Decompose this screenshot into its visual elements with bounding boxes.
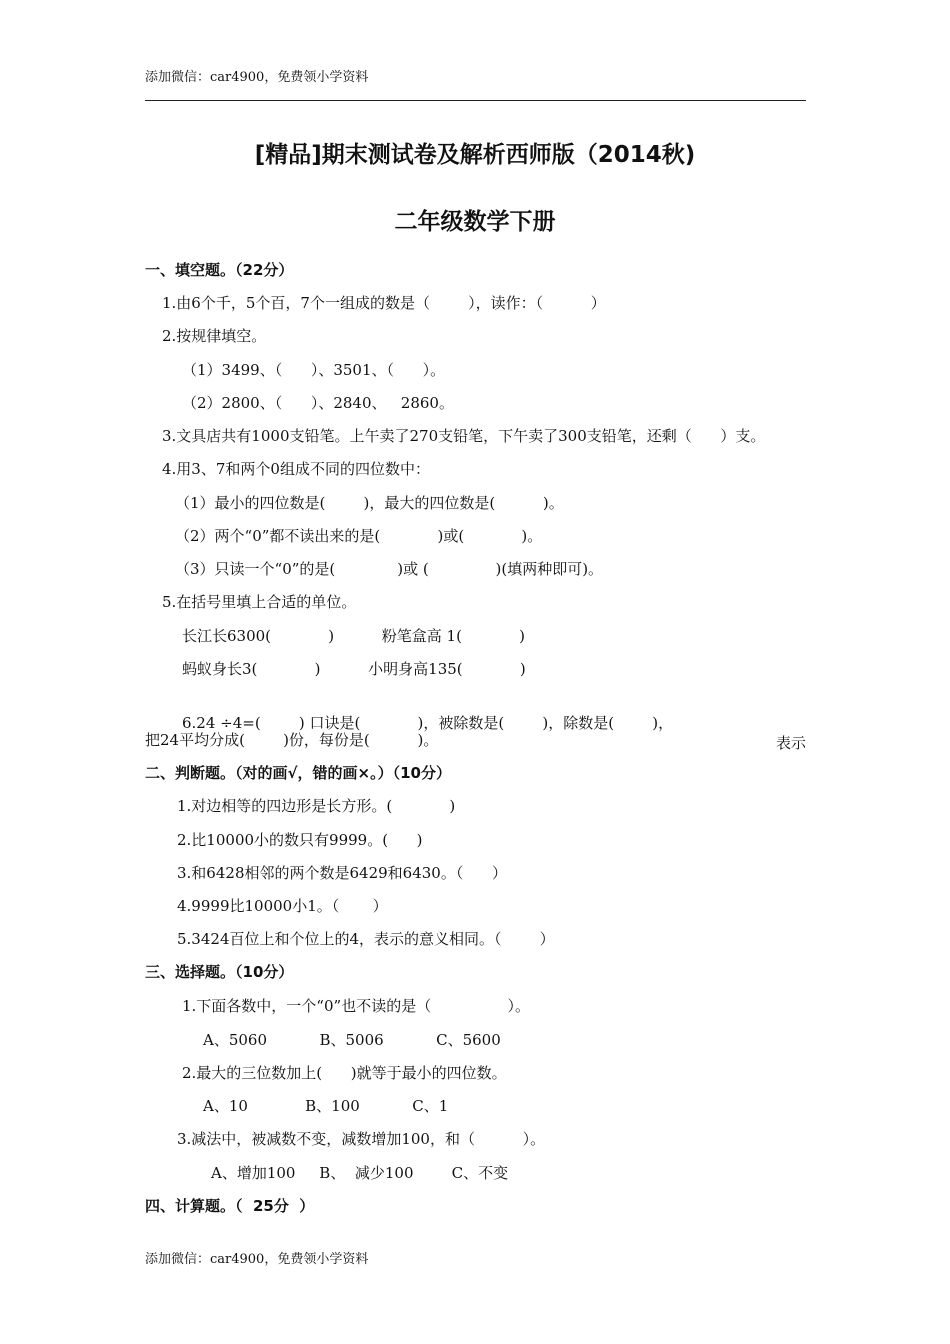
s1-question-3: 3.文具店共有1000支铅笔。上午卖了270支铅笔，下午卖了300支铅笔，还剩（ ）支。 bbox=[162, 427, 766, 445]
s2-question-1: 1.对边相等的四边形是长方形。( ) bbox=[177, 797, 456, 815]
document-subtitle: 二年级数学下册 bbox=[394, 209, 556, 235]
s1-question-2-part-1: （1）3499、（ ）、3501、（ ）。 bbox=[182, 361, 446, 379]
s1-question-2: 2.按规律填空。 bbox=[162, 327, 267, 345]
s3-question-3: 3.减法中，被减数不变，减数增加100，和（ ）。 bbox=[177, 1130, 546, 1148]
s2-question-4: 4.9999比10000小1。（ ） bbox=[177, 897, 388, 915]
s2-question-3: 3.和6428相邻的两个数是6429和6430。（ ） bbox=[177, 864, 507, 882]
header-rule bbox=[145, 100, 806, 101]
section-3-heading: 三、选择题。（10分） bbox=[145, 963, 294, 981]
s2-question-5: 5.3424百位上和个位上的4，表示的意义相同。（ ） bbox=[177, 930, 555, 948]
s1-question-6-text: 6.24 ÷4=( ) 口诀是( )，被除数是( )，除数是( )， bbox=[182, 714, 674, 732]
s3-question-1-options: A、5060 B、5006 C、5600 bbox=[203, 1031, 501, 1049]
s1-question-4: 4.用3、7和两个0组成不同的四位数中： bbox=[162, 460, 430, 478]
header-note: 添加微信：car4900，免费领小学资料 bbox=[145, 70, 369, 85]
s1-question-4-part-3: （3）只读一个“0”的是( )或 ( )(填两种即可)。 bbox=[175, 560, 604, 578]
s1-question-4-part-2: （2）两个“0”都不读出来的是( )或( )。 bbox=[175, 527, 543, 545]
section-4-heading: 四、计算题。（ 25分 ） bbox=[145, 1197, 315, 1215]
s2-question-2: 2.比10000小的数只有9999。( ) bbox=[177, 831, 423, 849]
s3-question-2-options: A、10 B、100 C、1 bbox=[203, 1097, 449, 1115]
section-2-heading: 二、判断题。（对的画√，错的画×。）（10分） bbox=[145, 764, 451, 782]
s1-question-5: 5.在括号里填上合适的单位。 bbox=[162, 593, 357, 611]
s3-question-3-options: A、增加100 B、 减少100 C、不变 bbox=[211, 1164, 509, 1182]
s1-question-6-end: 表示 bbox=[775, 734, 806, 752]
s1-question-6-continued: 把24平均分成( )份，每份是( )。 bbox=[145, 731, 439, 749]
section-1-heading: 一、填空题。（22分） bbox=[145, 261, 294, 279]
s1-question-5-row-1: 长江长6300( ) 粉笔盒高 1( ) bbox=[182, 627, 526, 645]
s1-question-1: 1.由6个千，5个百，7个一组成的数是（ ），读作：（ ） bbox=[162, 294, 606, 312]
s3-question-2: 2.最大的三位数加上( )就等于最小的四位数。 bbox=[182, 1064, 507, 1082]
s1-question-4-part-1: （1）最小的四位数是( )，最大的四位数是( )。 bbox=[175, 494, 564, 512]
s3-question-1: 1.下面各数中，一个“0”也不读的是（ ）。 bbox=[182, 997, 530, 1015]
document-title: [精品]期末测试卷及解析西师版（2014秋) bbox=[254, 142, 696, 168]
footer-note: 添加微信：car4900，免费领小学资料 bbox=[145, 1252, 369, 1267]
s1-question-5-row-2: 蚂蚁身长3( ) 小明身高135( ) bbox=[182, 660, 526, 678]
s1-question-2-part-2: （2）2800、（ ）、2840、 2860。 bbox=[182, 394, 454, 412]
